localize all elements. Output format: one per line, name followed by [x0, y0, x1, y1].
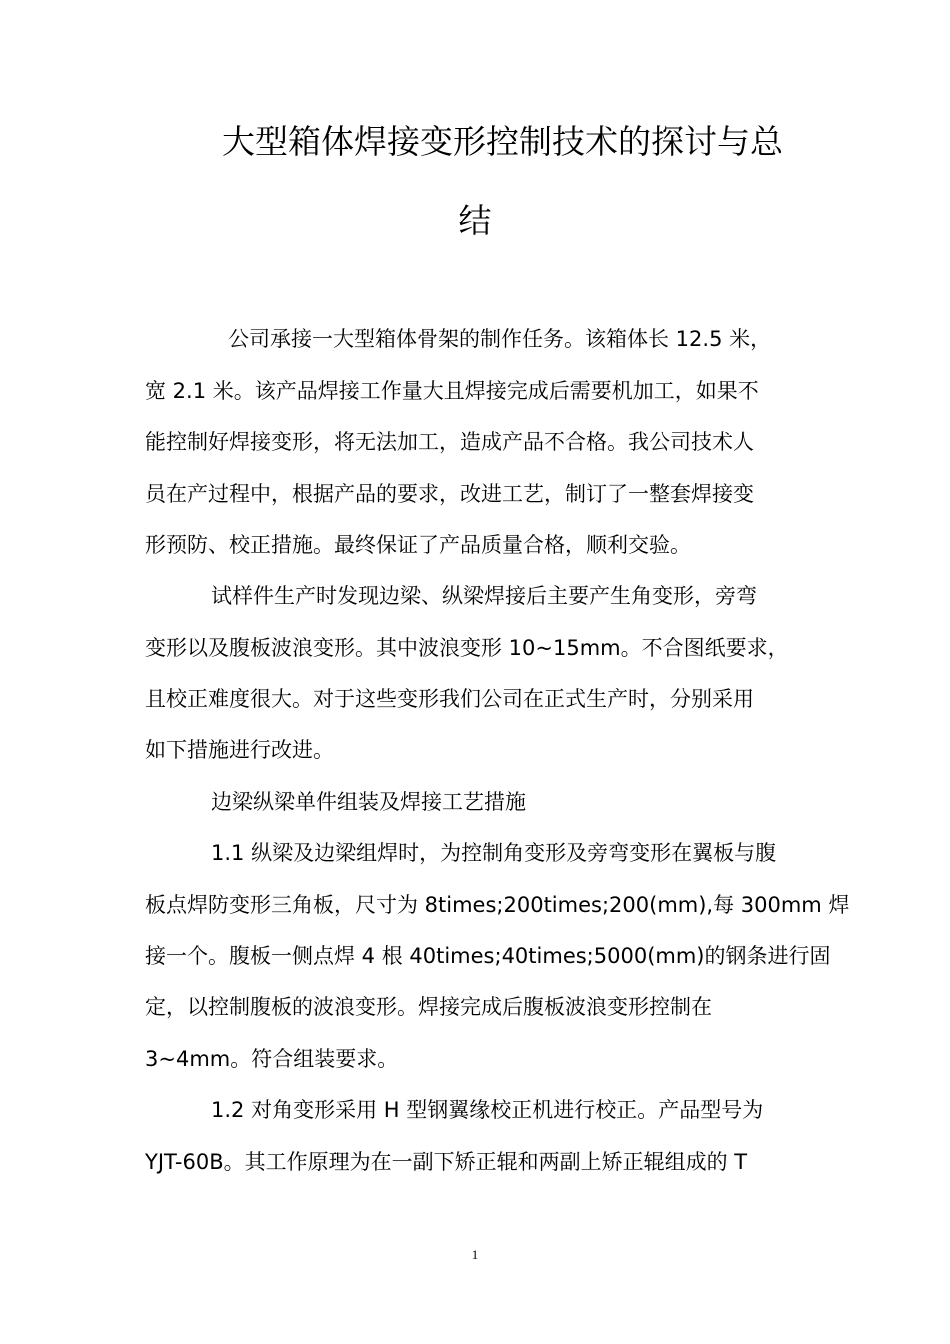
document-title-line-2: 结	[458, 201, 492, 240]
paragraph-1-line-4: 员在产过程中，根据产品的要求，改进工艺，制订了一整套焊接变	[145, 482, 754, 506]
page-number: 1	[471, 1247, 479, 1262]
paragraph-3-line-4: 定，以控制腹板的波浪变形。焊接完成后腹板波浪变形控制在	[145, 995, 712, 1019]
paragraph-2-line-3: 且校正难度很大。对于这些变形我们公司在正式生产时，分别采用	[145, 687, 754, 711]
paragraph-4-line-2: YJT-60B。其工作原理为在一副下矫正辊和两副上矫正辊组成的 T	[145, 1150, 748, 1174]
paragraph-3-line-2: 板点焊防变形三角板，尺寸为 8times;200times;200(mm),每 300mm 焊	[145, 893, 850, 917]
paragraph-2-line-4: 如下措施进行改进。	[145, 738, 334, 762]
paragraph-3-line-3: 接一个。腹板一侧点焊 4 根 40times;40times;5000(mm)的钢条进行固	[145, 944, 831, 968]
section-heading: 边梁纵梁单件组装及焊接工艺措施	[211, 790, 526, 814]
paragraph-2-line-1: 试样件生产时发现边梁、纵梁焊接后主要产生角变形，旁弯	[211, 584, 757, 608]
paragraph-3-line-1: 1.1 纵梁及边梁组焊时，为控制角变形及旁弯变形在翼板与腹	[211, 841, 777, 865]
paragraph-2-line-2: 变形以及腹板波浪变形。其中波浪变形 10~15mm。不合图纸要求，	[145, 636, 789, 660]
paragraph-1-line-5: 形预防、校正措施。最终保证了产品质量合格，顺利交验。	[145, 533, 691, 557]
paragraph-4-line-1: 1.2 对角变形采用 H 型钢翼缘校正机进行校正。产品型号为	[211, 1098, 764, 1122]
document-title-line-1: 大型箱体焊接变形控制技术的探讨与总	[222, 122, 783, 161]
paragraph-1-line-1: 公司承接一大型箱体骨架的制作任务。该箱体长 12.5 米，	[228, 327, 772, 351]
paragraph-1-line-2: 宽 2.1 米。该产品焊接工作量大且焊接完成后需要机加工，如果不	[145, 379, 759, 403]
paragraph-1-line-3: 能控制好焊接变形，将无法加工，造成产品不合格。我公司技术人	[145, 430, 754, 454]
paragraph-3-line-5: 3~4mm。符合组装要求。	[145, 1047, 399, 1071]
